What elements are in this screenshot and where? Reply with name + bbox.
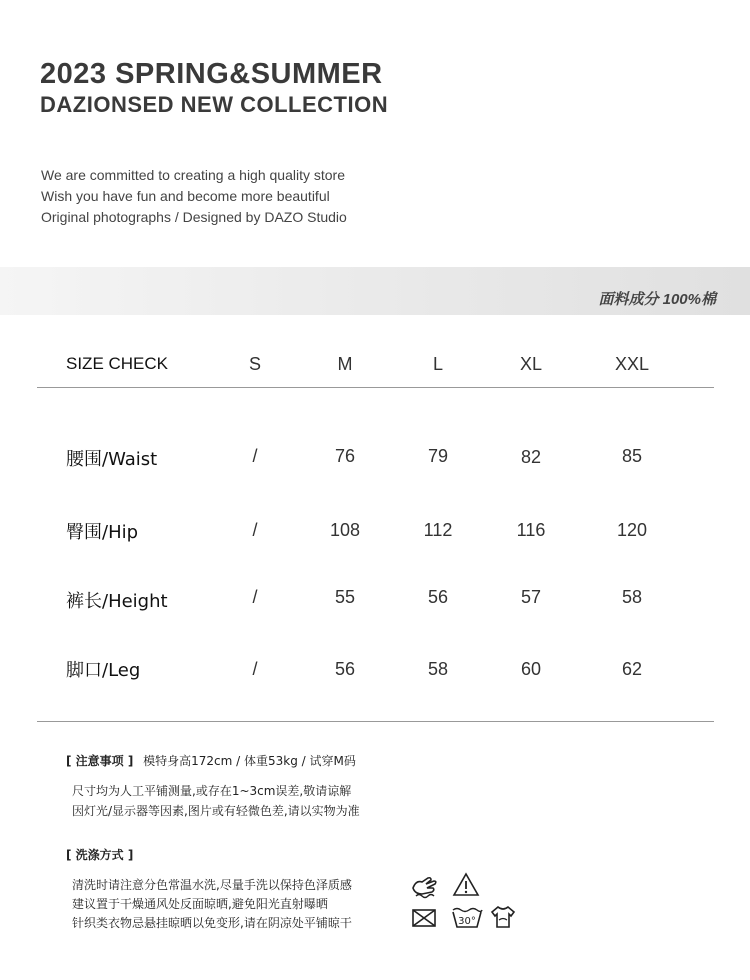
notes-title: [ 注意事项 ] xyxy=(66,754,134,768)
row-label-leg: 脚口/Leg xyxy=(66,660,141,681)
table-cell: 56 xyxy=(427,587,449,607)
table-cell: 60 xyxy=(520,659,542,679)
collection-subtitle: DAZIONSED NEW COLLECTION xyxy=(40,92,389,117)
size-header-xxl: XXL xyxy=(614,354,650,374)
no-wring-icon xyxy=(410,906,438,930)
table-cell: 120 xyxy=(616,520,648,540)
warning-icon xyxy=(452,872,480,898)
table-cell: / xyxy=(252,659,258,679)
model-info: 模特身高172cm / 体重53kg / 试穿M码 xyxy=(143,754,356,768)
table-cell: 55 xyxy=(334,587,356,607)
table-cell: 85 xyxy=(621,446,643,466)
table-cell: 82 xyxy=(520,447,542,467)
size-header-s: S xyxy=(248,354,261,374)
table-cell: / xyxy=(252,587,258,607)
notes-header xyxy=(66,752,356,769)
table-cell: 79 xyxy=(427,446,449,466)
size-check-title: SIZE CHECK xyxy=(66,354,169,373)
washing-title: [ 洗涤方式 ] xyxy=(66,848,134,862)
tagline-3: Original photographs / Designed by DAZO Studio xyxy=(41,209,347,225)
table-cell: 57 xyxy=(520,587,542,607)
collection-title: 2023 SPRING&SUMMER xyxy=(40,58,383,90)
table-cell: 56 xyxy=(334,659,356,679)
row-label-height: 裤长/Height xyxy=(66,591,168,612)
table-cell: / xyxy=(252,446,258,466)
size-header-xl: XL xyxy=(519,354,543,374)
washing-line-2: 建议置于干燥通风处反面晾晒,避免阳光直射曝晒 xyxy=(72,897,328,911)
table-cell: 62 xyxy=(621,659,643,679)
washing-line-3: 针织类衣物忌悬挂晾晒以免变形,请在阴凉处平铺晾干 xyxy=(72,916,352,930)
washing-line-1: 清洗时请注意分色常温水洗,尽量手洗以保持色泽质感 xyxy=(72,878,352,892)
table-cell: 116 xyxy=(516,520,546,540)
wash-30-icon xyxy=(450,904,484,930)
fabric-composition: 面料成分 100%棉 xyxy=(598,291,716,308)
row-label-hip: 臀围/Hip xyxy=(66,522,139,543)
table-cell: / xyxy=(252,520,258,540)
table-cell: 108 xyxy=(329,520,361,540)
table-bottom-rule xyxy=(37,721,714,722)
note-line-2: 因灯光/显示器等因素,图片或有轻微色差,请以实物为准 xyxy=(72,804,360,818)
note-line-1: 尺寸均为人工平铺测量,或存在1~3cm误差,敬请谅解 xyxy=(72,784,352,798)
tagline-2: Wish you have fun and become more beautiful xyxy=(41,188,330,204)
table-cell: 112 xyxy=(423,520,453,540)
table-top-rule xyxy=(37,387,714,388)
row-label-waist: 腰围/Waist xyxy=(66,449,158,470)
wash-temp-label: 30° xyxy=(458,916,476,927)
hand-wash-icon xyxy=(410,872,440,900)
table-cell: 58 xyxy=(427,659,449,679)
hang-dry-icon xyxy=(488,904,518,930)
size-header-m: M xyxy=(337,354,353,374)
tagline-1: We are committed to creating a high quality store xyxy=(41,167,346,183)
size-header-l: L xyxy=(432,354,443,374)
table-cell: 76 xyxy=(334,446,356,466)
table-cell: 58 xyxy=(621,587,643,607)
